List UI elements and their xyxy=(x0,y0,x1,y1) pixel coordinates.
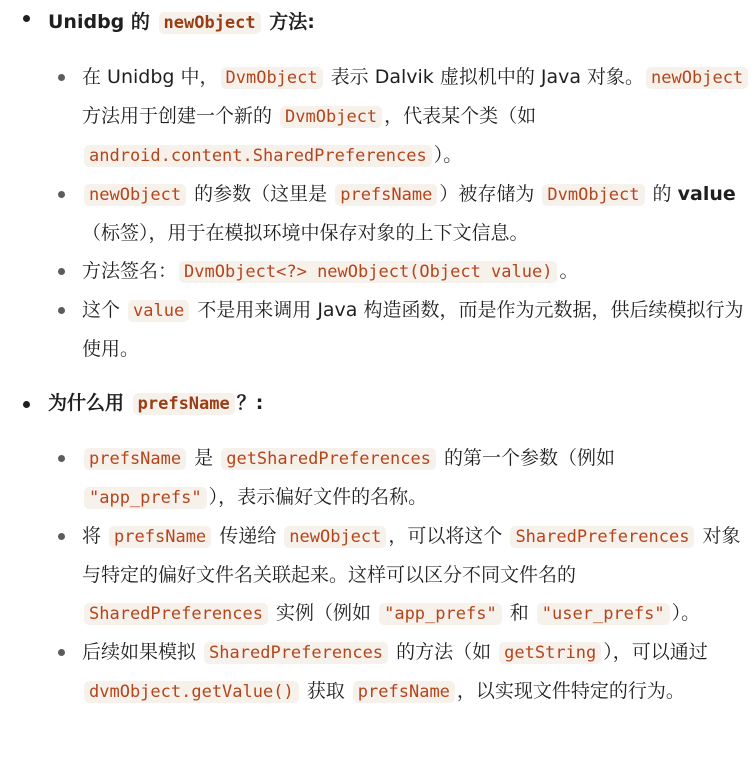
text: 在 Unidbg 中， xyxy=(82,66,219,88)
text: 将 xyxy=(82,525,108,547)
text: 方法用于创建一个新的 xyxy=(82,105,279,127)
list-item xyxy=(0,439,756,517)
text: （标签），用于在模拟环境中保存对象的上下文信息。 xyxy=(82,222,529,244)
inline-code: SharedPreferences xyxy=(510,526,694,548)
heading-text: ？: xyxy=(236,392,264,414)
sub-list-newobject xyxy=(48,58,756,368)
inline-code: value xyxy=(128,300,189,322)
inline-code: SharedPreferences xyxy=(84,603,268,625)
heading-text: Unidbg 的 xyxy=(48,11,157,33)
inline-code: SharedPreferences xyxy=(204,642,388,664)
inline-code: DvmObject<?> newObject(Object value) xyxy=(179,261,557,283)
text: 后续如果模拟 xyxy=(82,641,203,663)
text: 实例（例如 xyxy=(270,602,378,624)
section-heading-why-prefsname xyxy=(48,384,756,423)
inline-code: prefsName xyxy=(353,681,455,703)
heading-text: 方法: xyxy=(262,11,315,33)
inline-code: android.content.SharedPreferences xyxy=(84,145,432,167)
text: 获取 xyxy=(300,680,351,702)
heading-text: 为什么用 xyxy=(48,392,131,414)
list-item xyxy=(0,633,756,711)
text: 对象与特定的偏好文件名关联起来。这样可以区分不同文件名的 xyxy=(82,525,741,586)
text: ，以实现文件特定的行为。 xyxy=(456,680,685,702)
text: ），可以通过 xyxy=(603,641,708,663)
inline-code: dvmObject.getValue() xyxy=(84,681,299,703)
inline-code: prefsName xyxy=(84,448,186,470)
inline-code: DvmObject xyxy=(280,106,382,128)
inline-code: prefsName xyxy=(133,393,235,415)
list-item-unidbg-newobject xyxy=(0,0,756,368)
text: 传递给 xyxy=(213,525,283,547)
text: 这个 xyxy=(82,299,127,321)
text: 方法签名： xyxy=(82,260,178,282)
text: 的 xyxy=(646,183,678,205)
list-item-why-prefsname xyxy=(0,384,756,711)
inline-code: "app_prefs" xyxy=(84,487,207,509)
text: 的参数（这里是 xyxy=(188,183,334,205)
text: ，代表某个类（如 xyxy=(384,105,537,127)
text: 。 xyxy=(559,260,579,282)
list-item xyxy=(0,252,756,291)
inline-code: newObject xyxy=(84,184,186,206)
list-item xyxy=(0,175,756,252)
inline-code: newObject xyxy=(646,67,748,89)
list-item xyxy=(0,58,756,175)
inline-code: newObject xyxy=(284,526,386,548)
list-item xyxy=(0,517,756,633)
text: ，可以将这个 xyxy=(388,525,509,547)
text: ），表示偏好文件的名称。 xyxy=(208,486,428,508)
list-item xyxy=(0,291,756,368)
text: ）。 xyxy=(671,602,701,624)
bold-text: value xyxy=(677,183,736,205)
text: 的第一个参数（例如 xyxy=(437,447,615,469)
text: ）被存储为 xyxy=(439,183,541,205)
inline-code: DvmObject xyxy=(542,184,644,206)
text: 的方法（如 xyxy=(390,641,498,663)
text: 不是用来调用 Java 构造函数，而是作为元数据，供后续模拟行为使用。 xyxy=(82,299,744,360)
inline-code: DvmObject xyxy=(221,67,323,89)
text: ）。 xyxy=(433,144,463,166)
text: 和 xyxy=(503,602,535,624)
text: 表示 Dalvik 虚拟机中的 Java 对象。 xyxy=(324,66,645,88)
inline-code: getSharedPreferences xyxy=(221,448,436,470)
section-heading-newobject xyxy=(48,3,756,42)
inline-code: getString xyxy=(499,642,601,664)
inline-code: prefsName xyxy=(109,526,211,548)
inline-code: prefsName xyxy=(335,184,437,206)
inline-code: "app_prefs" xyxy=(379,603,502,625)
inline-code: "user_prefs" xyxy=(537,603,670,625)
sub-list-why-prefsname xyxy=(48,439,756,711)
text: 是 xyxy=(188,447,220,469)
inline-code: newObject xyxy=(159,12,261,34)
